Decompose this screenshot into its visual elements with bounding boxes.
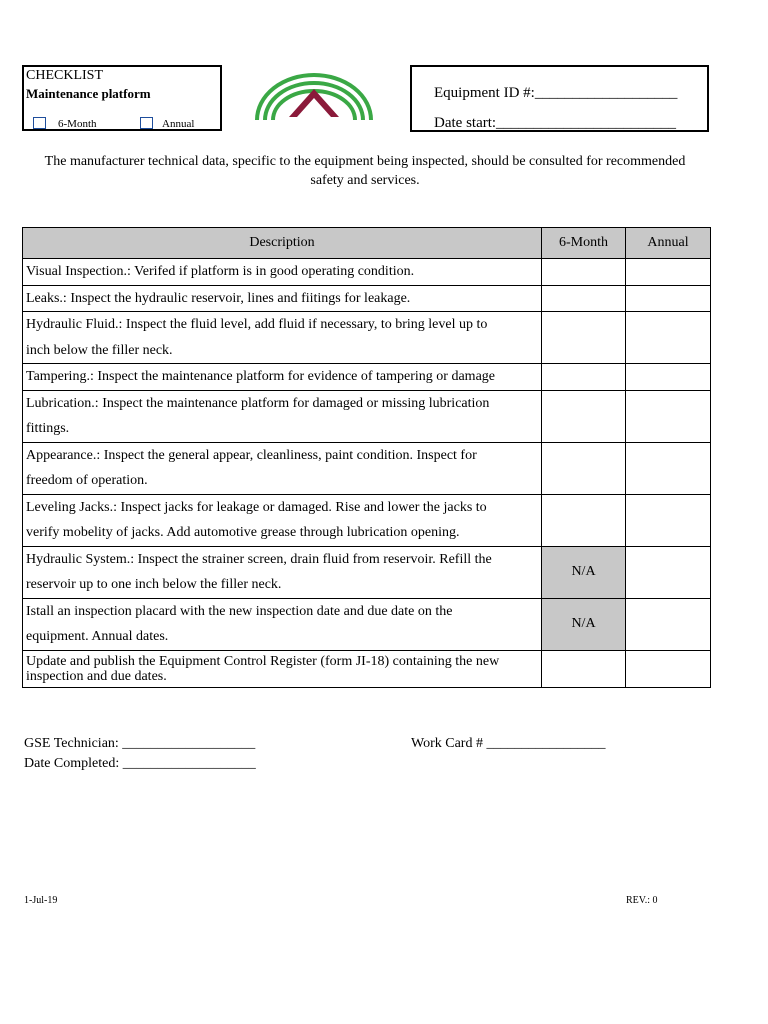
table-row bbox=[23, 650, 711, 687]
row-description: Leaks.: Inspect the hydraulic reservoir, lines and fiitings for leakage. bbox=[23, 285, 542, 312]
annual-checkbox-label: Annual bbox=[162, 118, 195, 130]
annual-cell[interactable] bbox=[626, 650, 711, 687]
table-row bbox=[23, 259, 711, 286]
table-row bbox=[23, 494, 711, 546]
equipment-id-field[interactable]: Equipment ID #:___________________ bbox=[434, 85, 678, 101]
row-description: Leveling Jacks.: Inspect jacks for leakage or damaged. Rise and lower the jacks to verify mobelity of jacks. Add automotive grease through lubrication opening. bbox=[23, 494, 542, 546]
footer-revision: REV.: 0 bbox=[626, 895, 658, 906]
checklist-label: CHECKLIST bbox=[26, 68, 103, 83]
annual-cell[interactable] bbox=[626, 259, 711, 286]
table-row bbox=[23, 364, 711, 391]
six-month-na-cell: N/A bbox=[542, 546, 626, 598]
six-month-checkbox-label: 6-Month bbox=[58, 118, 97, 130]
work-card-field[interactable]: Work Card # _________________ bbox=[411, 736, 606, 751]
table-row bbox=[23, 546, 711, 598]
six-month-header: 6-Month bbox=[542, 228, 626, 259]
gse-technician-field[interactable]: GSE Technician: ___________________ bbox=[24, 736, 256, 751]
checklist-title-box bbox=[22, 65, 222, 131]
six-month-cell[interactable] bbox=[542, 442, 626, 494]
checklist-table bbox=[22, 227, 711, 688]
row-description: Istall an inspection placard with the new inspection date and due date on the equipment. Annual dates. bbox=[23, 598, 542, 650]
date-start-field[interactable]: Date start:________________________ bbox=[434, 115, 677, 131]
row-description: Lubrication.: Inspect the maintenance platform for damaged or missing lubrication fittings. bbox=[23, 390, 542, 442]
six-month-checkbox[interactable] bbox=[33, 117, 46, 129]
annual-cell[interactable] bbox=[626, 494, 711, 546]
table-header-row bbox=[23, 228, 711, 259]
row-description: Tampering.: Inspect the maintenance platform for evidence of tampering or damage bbox=[23, 364, 542, 391]
annual-header: Annual bbox=[626, 228, 711, 259]
row-description: Update and publish the Equipment Control Register (form JI-18) containing the new inspection and due dates. bbox=[23, 650, 542, 687]
six-month-cell[interactable] bbox=[542, 285, 626, 312]
row-description: Hydraulic System.: Inspect the strainer screen, drain fluid from reservoir. Refill the reservoir up to one inch below the filler neck. bbox=[23, 546, 542, 598]
technical-data-notice: The manufacturer technical data, specific to the equipment being inspected, should be consulted for recommended safety and services. bbox=[44, 154, 686, 188]
table-row bbox=[23, 390, 711, 442]
row-description: Appearance.: Inspect the general appear, cleanliness, paint condition. Inspect for freedom of operation. bbox=[23, 442, 542, 494]
company-logo bbox=[253, 73, 375, 125]
subject-title: Maintenance platform bbox=[26, 86, 151, 101]
annual-cell[interactable] bbox=[626, 546, 711, 598]
annual-cell[interactable] bbox=[626, 364, 711, 391]
table-row bbox=[23, 285, 711, 312]
table-row bbox=[23, 442, 711, 494]
six-month-cell[interactable] bbox=[542, 259, 626, 286]
annual-checkbox[interactable] bbox=[140, 117, 153, 129]
six-month-cell[interactable] bbox=[542, 494, 626, 546]
six-month-cell[interactable] bbox=[542, 364, 626, 391]
six-month-cell[interactable] bbox=[542, 650, 626, 687]
annual-cell[interactable] bbox=[626, 285, 711, 312]
row-description: Hydraulic Fluid.: Inspect the fluid level, add fluid if necessary, to bring level up to inch below the filler neck. bbox=[23, 312, 542, 364]
annual-cell[interactable] bbox=[626, 598, 711, 650]
table-row bbox=[23, 598, 711, 650]
six-month-cell[interactable] bbox=[542, 390, 626, 442]
footer-date: 1-Jul-19 bbox=[24, 895, 58, 906]
six-month-cell[interactable] bbox=[542, 312, 626, 364]
annual-cell[interactable] bbox=[626, 390, 711, 442]
table-row bbox=[23, 312, 711, 364]
equipment-info-box bbox=[410, 65, 709, 132]
six-month-na-cell: N/A bbox=[542, 598, 626, 650]
row-description: Visual Inspection.: Verifed if platform is in good operating condition. bbox=[23, 259, 542, 286]
annual-cell[interactable] bbox=[626, 312, 711, 364]
date-completed-field[interactable]: Date Completed: ___________________ bbox=[24, 756, 256, 771]
annual-cell[interactable] bbox=[626, 442, 711, 494]
description-header: Description bbox=[23, 228, 542, 259]
